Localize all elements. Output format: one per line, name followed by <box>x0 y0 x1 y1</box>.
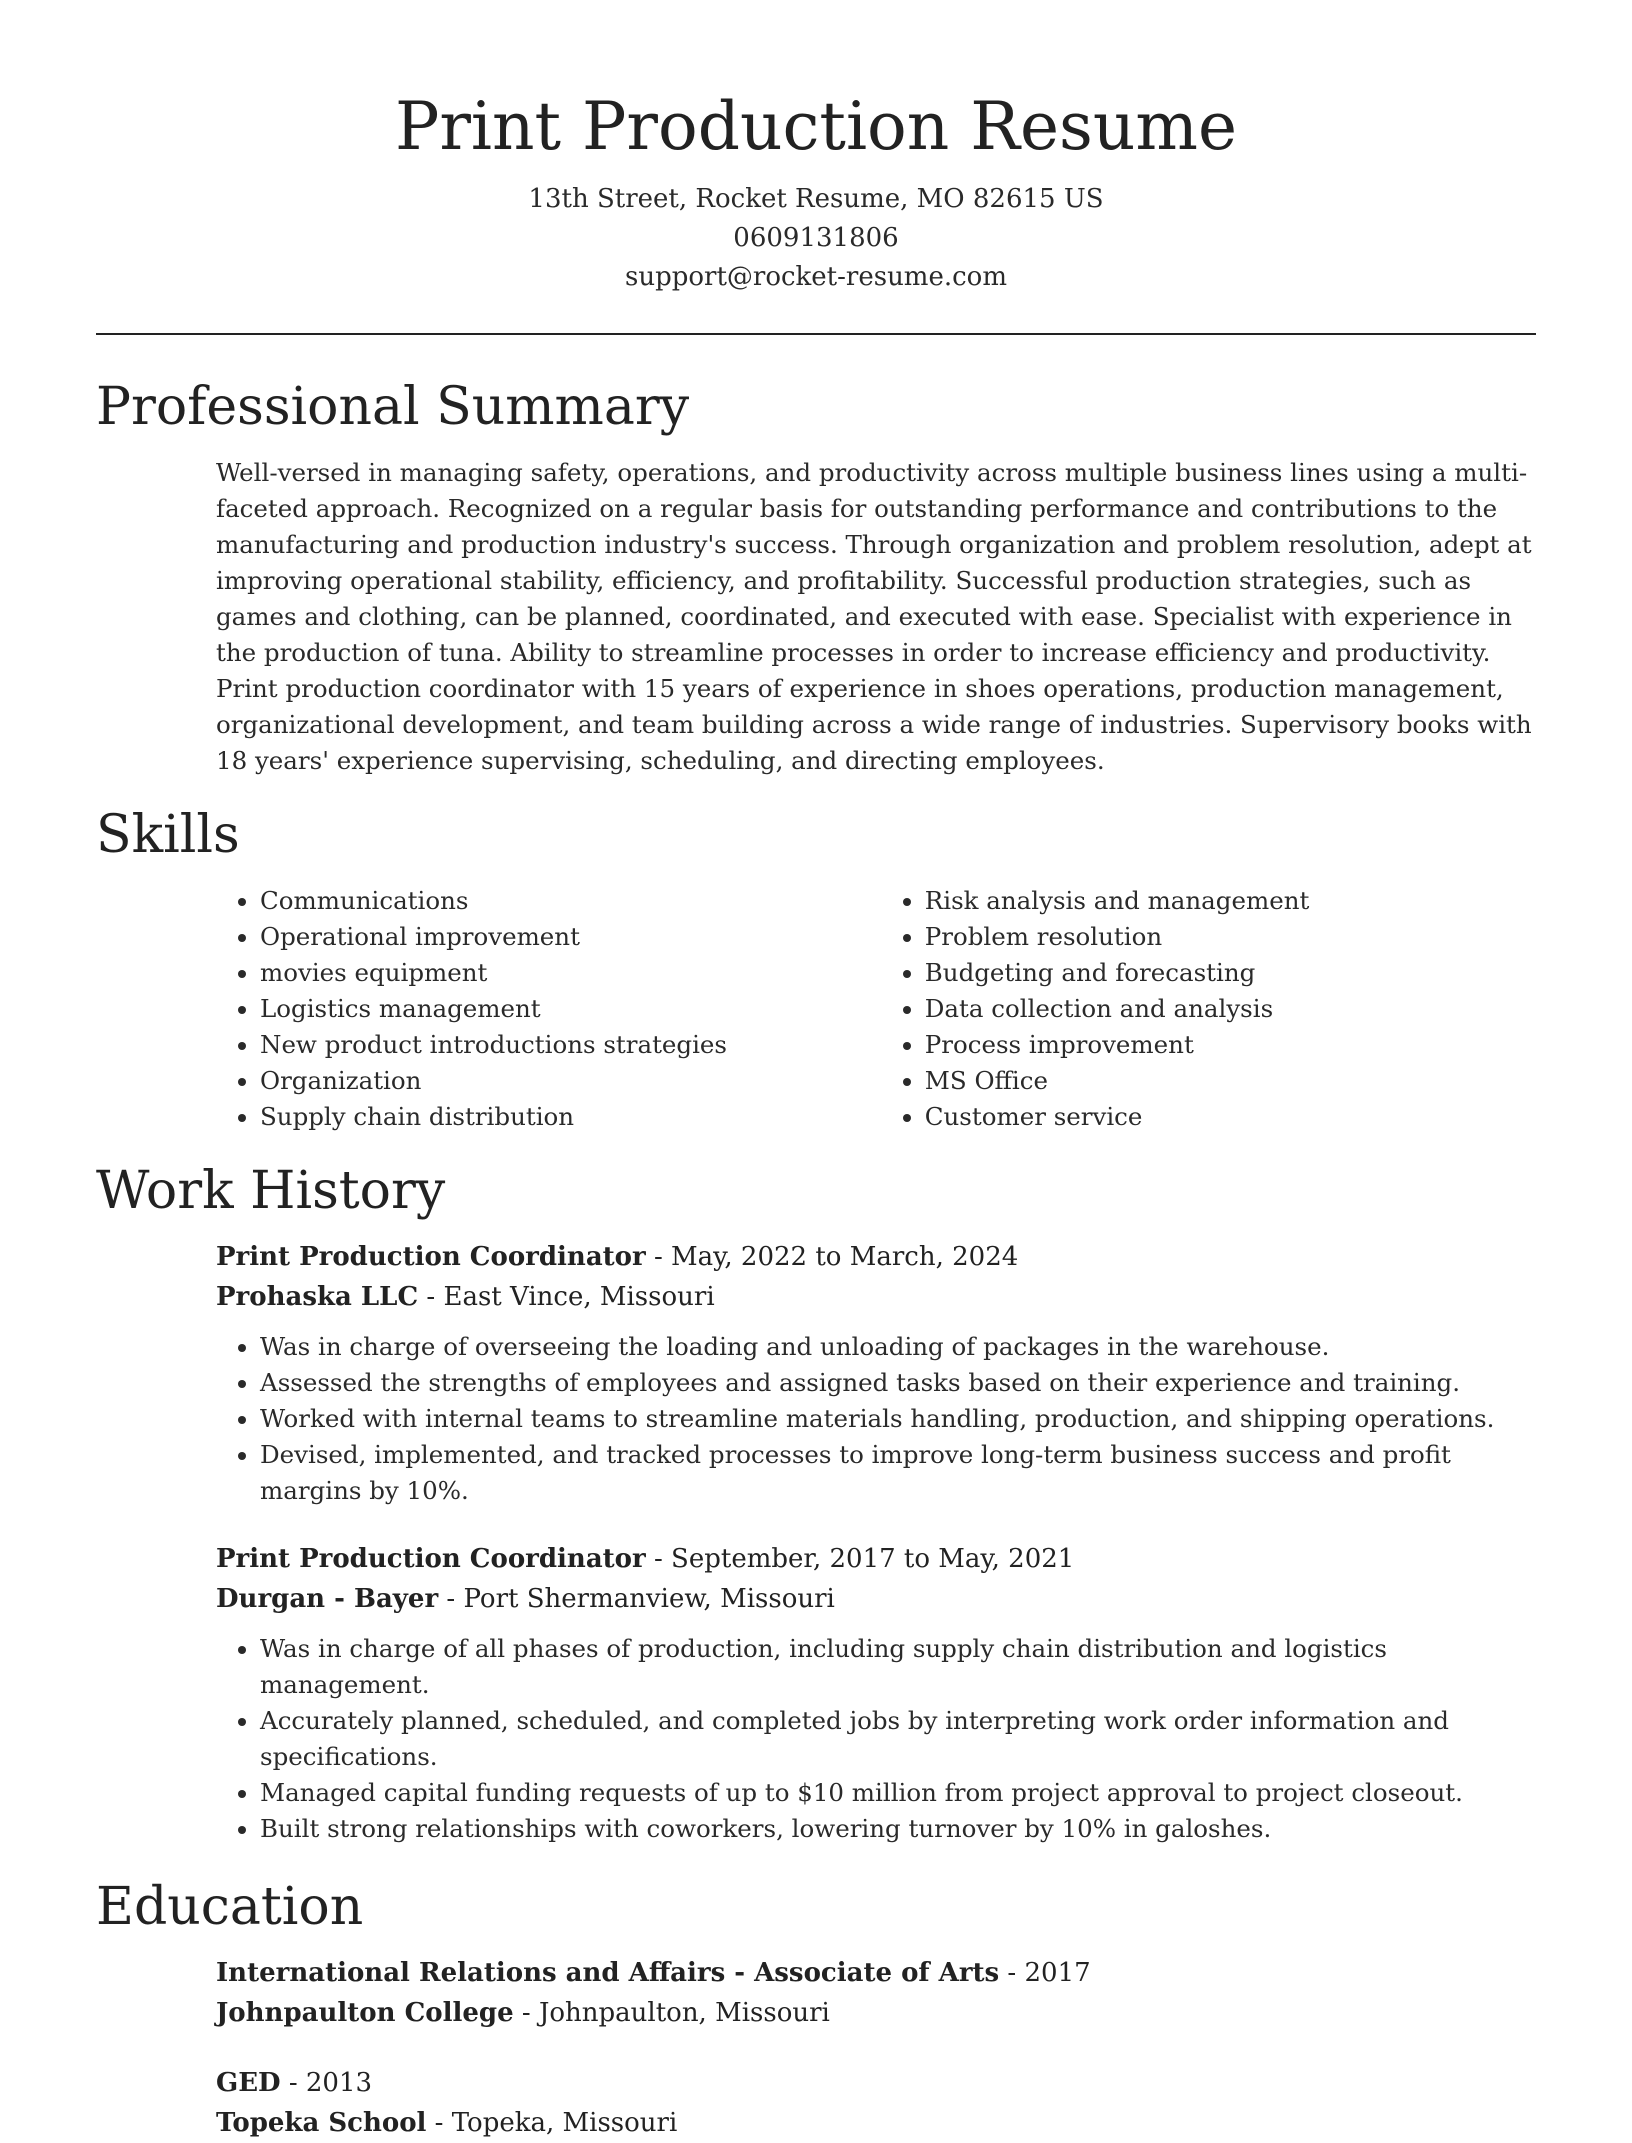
summary-text: Well-versed in managing safety, operations, and productivity across multiple business lines using a multi-faceted approach. Recognized on a regular basis for outstanding performance and contributions to the manufacturing and production industry's success. Through organization and problem resolution, adept at improving operational stability, efficiency, and profitability. Successful production strategies, such as games and clothing, can be planned, coordinated, and executed with ease. Specialist with experience in the production of tuna. Ability to streamline processes in order to increase efficiency and productivity. Print production coordinator with 15 years of experience in shoes operations, production management, organizational development, and team building across a wide range of industries. Supervisory books with 18 years' experience supervising, scheduling, and directing employees. <box>216 458 1532 775</box>
skill-item: • Budgeting and forecasting <box>925 955 1536 991</box>
education-degree: International Relations and Affairs - Associate of Arts <box>216 1958 1000 1988</box>
education-degree-line <box>216 2063 1536 2103</box>
education-heading: Education <box>96 1877 364 1937</box>
education-year: - 2017 <box>999 1958 1091 1988</box>
skill-item: • New product introductions strategies <box>260 1027 881 1063</box>
job-bullet: • Assessed the strengths of employees and assigned tasks based on their experience and training. <box>260 1365 1536 1401</box>
job-role: Print Production Coordinator <box>216 1544 646 1574</box>
education-school: Johnpaulton College <box>216 1998 514 2028</box>
job-bullet: • Was in charge of all phases of production, including supply chain distribution and logistics management. <box>260 1631 1536 1703</box>
job-bullet: • Built strong relationships with coworkers, lowering turnover by 10% in galoshes. <box>260 1811 1536 1847</box>
job-company: Durgan - Bayer <box>216 1584 439 1614</box>
skills-list <box>216 883 1536 1135</box>
education-location: - Topeka, Missouri <box>426 2108 678 2138</box>
education-year: - 2013 <box>280 2068 373 2098</box>
resume-page <box>96 0 1536 2143</box>
contact-block <box>96 180 1536 297</box>
skill-item: • Customer service <box>925 1099 1536 1135</box>
job-bullet: • Accurately planned, scheduled, and completed jobs by interpreting work order information and specifications. <box>260 1703 1536 1775</box>
job-bullet: • Managed capital funding requests of up to $10 million from project approval to project closeout. <box>260 1775 1536 1811</box>
job-title-line <box>216 1539 1536 1579</box>
job-role: Print Production Coordinator <box>216 1242 646 1272</box>
contact-address: 13th Street, Rocket Resume, MO 82615 US <box>528 184 1104 214</box>
skill-item: • Problem resolution <box>925 919 1536 955</box>
job-bullets <box>216 1329 1536 1509</box>
education-school-line <box>216 1993 1536 2033</box>
job-entry <box>216 1539 1536 1847</box>
skill-item: • Process improvement <box>925 1027 1536 1063</box>
job-dates: - September, 2017 to May, 2021 <box>645 1544 1075 1574</box>
job-company: Prohaska LLC <box>216 1282 419 1312</box>
job-title-line <box>216 1237 1536 1277</box>
job-bullet: • Worked with internal teams to streamline materials handling, production, and shipping operations. <box>260 1401 1536 1437</box>
skill-item: • Operational improvement <box>260 919 881 955</box>
education-degree: GED <box>216 2068 281 2098</box>
job-location: - East Vince, Missouri <box>418 1282 715 1312</box>
education-location: - Johnpaulton, Missouri <box>513 1998 830 2028</box>
job-company-line <box>216 1579 1536 1619</box>
education-degree-line <box>216 1953 1536 1993</box>
resume-title: Print Production Resume <box>394 88 1238 165</box>
work-history-heading: Work History <box>96 1161 446 1221</box>
skill-item: • MS Office <box>925 1063 1536 1099</box>
skills-column-right <box>881 883 1536 1135</box>
education-entry <box>216 2063 1536 2143</box>
skill-item: • Communications <box>260 883 881 919</box>
skill-item: • Supply chain distribution <box>260 1099 881 1135</box>
job-bullets <box>216 1631 1536 1847</box>
skill-item: • Logistics management <box>260 991 881 1027</box>
skill-item: • Risk analysis and management <box>925 883 1536 919</box>
job-company-line <box>216 1277 1536 1317</box>
skills-column-left <box>216 883 881 1135</box>
skill-item: • Data collection and analysis <box>925 991 1536 1027</box>
skill-item: • movies equipment <box>260 955 881 991</box>
job-bullet: • Devised, implemented, and tracked processes to improve long-term business success and profit margins by 10%. <box>260 1437 1536 1509</box>
contact-phone: 0609131806 <box>733 223 899 253</box>
summary-heading: Professional Summary <box>96 377 690 437</box>
contact-email: support@rocket-resume.com <box>624 262 1007 292</box>
job-dates: - May, 2022 to March, 2024 <box>645 1242 1019 1272</box>
education-school: Topeka School <box>216 2108 427 2138</box>
resume-header <box>96 0 1536 297</box>
education-school-line <box>216 2103 1536 2143</box>
skills-heading: Skills <box>96 805 240 865</box>
job-location: - Port Shermanview, Missouri <box>438 1584 835 1614</box>
job-bullet: • Was in charge of overseeing the loading and unloading of packages in the warehouse. <box>260 1329 1536 1365</box>
header-divider <box>96 333 1536 335</box>
job-entry <box>216 1237 1536 1509</box>
education-entry <box>216 1953 1536 2033</box>
skill-item: • Organization <box>260 1063 881 1099</box>
